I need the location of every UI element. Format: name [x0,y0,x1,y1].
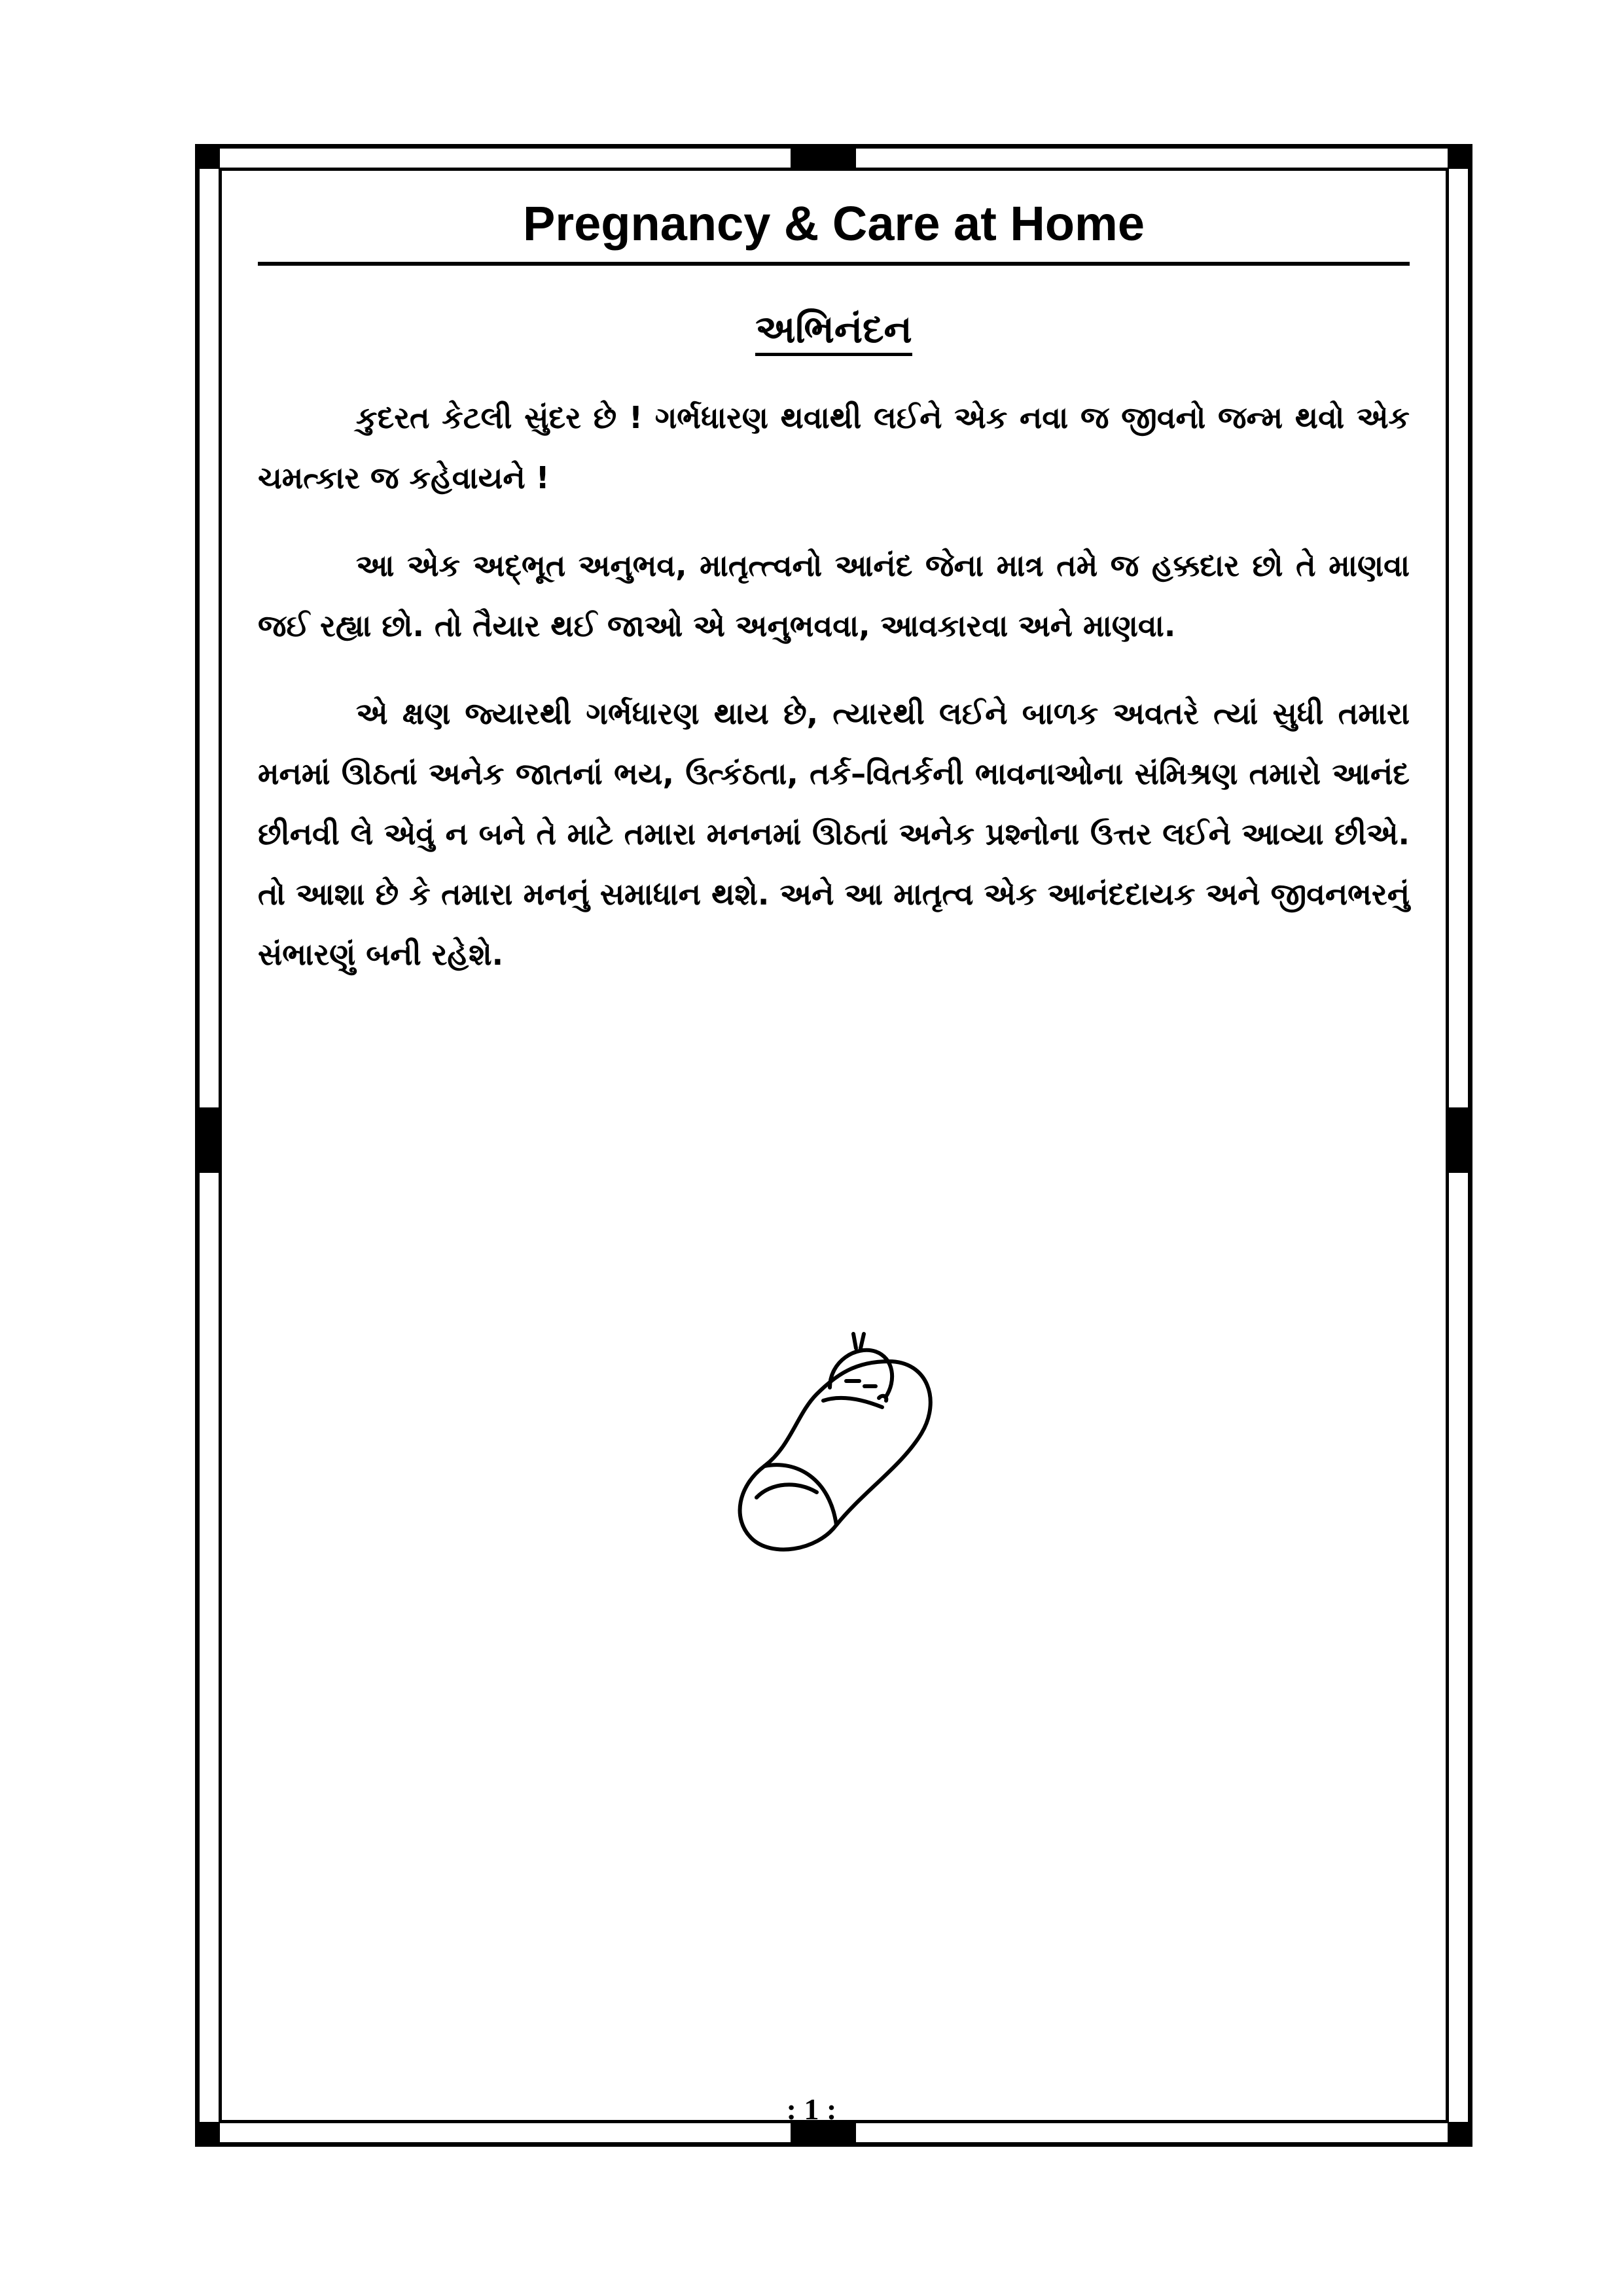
swaddled-baby-icon [725,1329,961,1577]
page-number: : 1 : [786,2092,837,2126]
frame-corner-block [1448,144,1472,169]
frame-corner-block [195,2122,220,2147]
section-heading-text: અભિનંદન [755,307,912,356]
page-title: Pregnancy & Care at Home [522,196,1145,251]
title-rule [258,262,1410,266]
frame-mid-block [1448,1107,1472,1173]
frame-mid-block [791,144,856,169]
section-heading [258,300,1410,359]
page-content [258,190,1410,984]
frame-mid-block [195,1107,220,1173]
paragraph-1: કુદરત કેટલી સુંદર છે ! ગર્ભધારણ થવાથી લઈને એક નવા જ જીવનો જન્મ થવો એક ચમત્કાર જ કહેવાયને ! [258,400,1410,495]
paragraph-3: એ ક્ષણ જ્યારથી ગર્ભધારણ થાય છે, ત્યારથી લઈને બાળક અવતરે ત્યાં સુધી તમારા મનમાં ઊઠતાં અનેક જાતનાં ભય, ઉત્કંઠતા, તર્ક–વિતર્કની ભાવનાઓના સંમિશ્રણ તમારો આનંદ છીનવી લે એવું ન બને તે માટે તમારા મનનમાં ઊઠતાં અનેક પ્રશ્નોના ઉત્તર લઈને આવ્યા છીએ. તો આશા છે કે તમારા મનનું સમાધાન થશે. અને આ માતૃત્વ એક આનંદદાયક અને જીવનભરનું સંભારણું બની રહેશે. [258,696,1410,972]
frame-corner-block [195,144,220,169]
paragraph-2: આ એક અદ્‌ભૂત અનુભવ, માતૃત્ત્વનો આનંદ જેના માત્ર તમે જ હક્કદાર છો તે માણવા જઈ રહ્યા છો. તો તૈયાર થઈ જાઓ એ અનુભવવા, આવકારવા અને માણવા. [258,548,1410,643]
frame-corner-block [1448,2122,1472,2147]
